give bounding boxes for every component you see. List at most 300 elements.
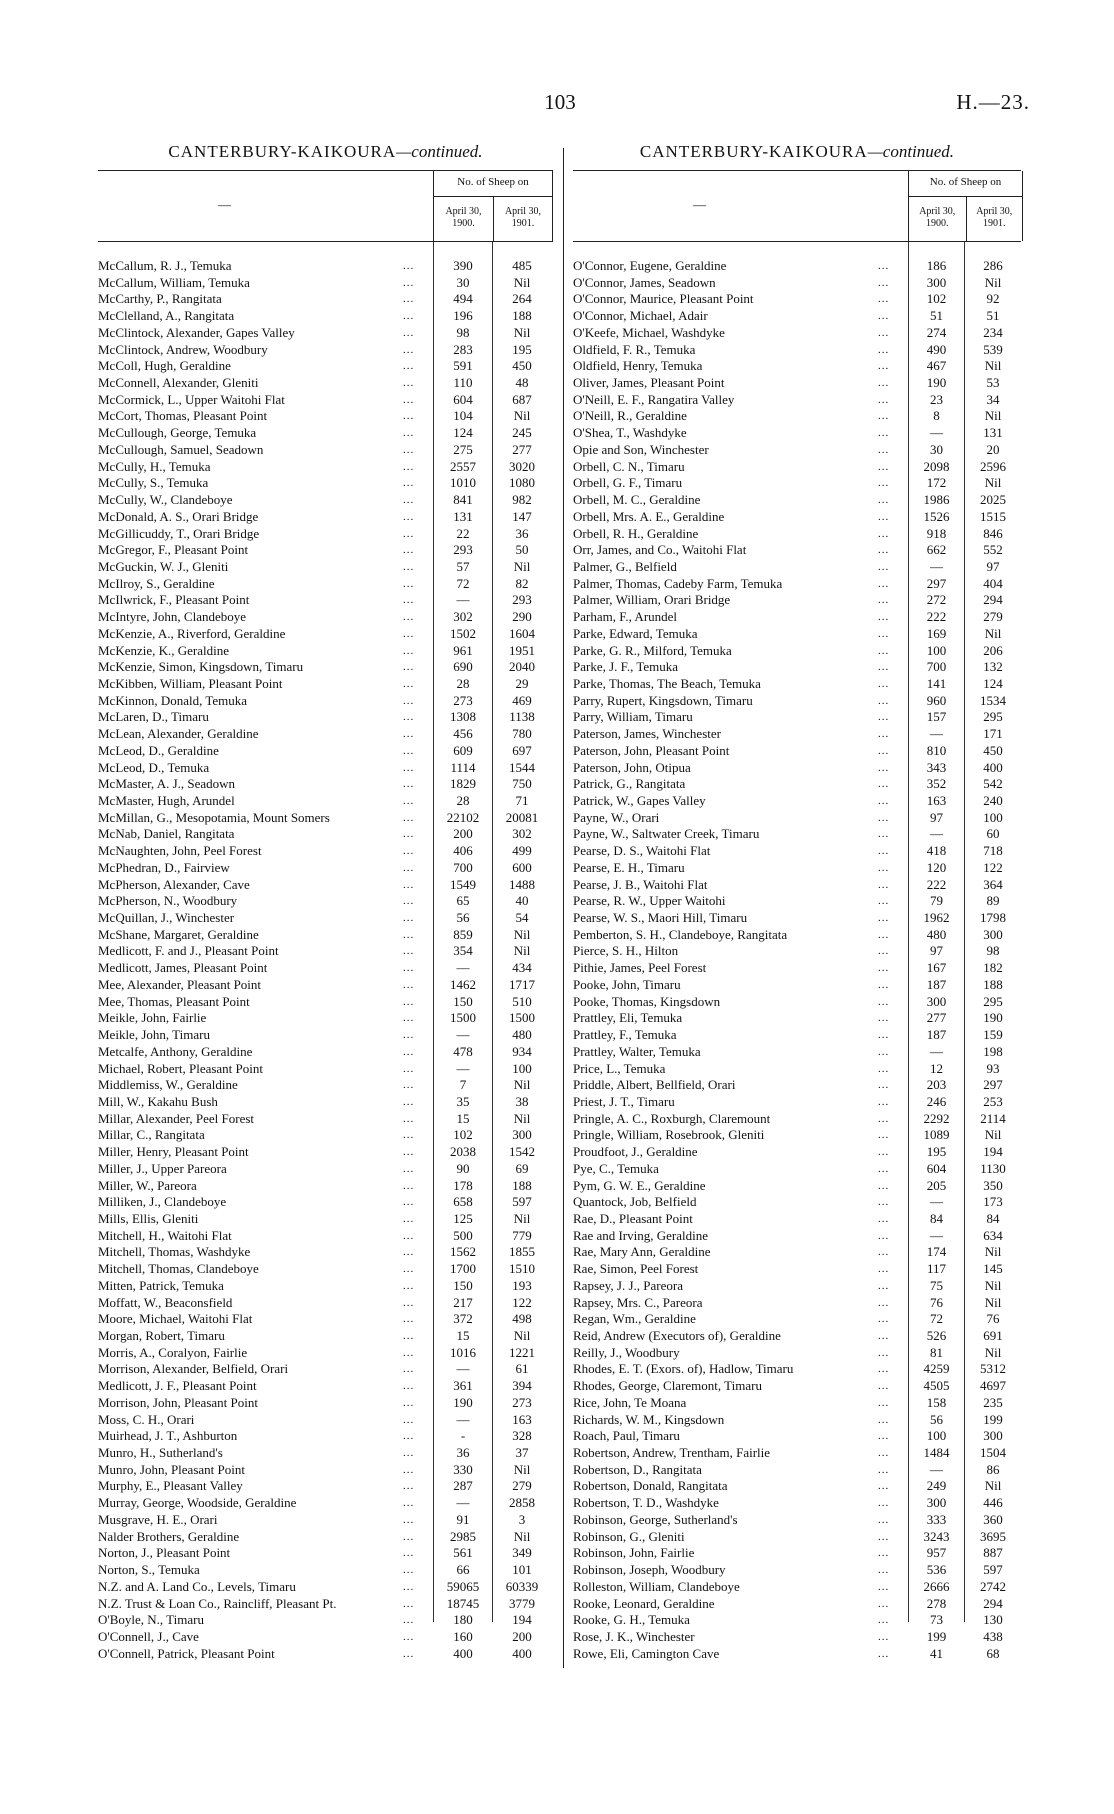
sheep-1901: 634: [983, 1227, 1003, 1243]
table-row: [573, 542, 1021, 559]
sheep-1900: 536: [926, 1562, 947, 1578]
sheep-1901: Nil: [513, 1210, 531, 1226]
sheep-1901: 279: [983, 609, 1003, 625]
leader-dots: ...: [403, 460, 415, 473]
sheep-1900: 343: [926, 759, 947, 775]
leader-dots: ...: [878, 945, 890, 958]
table-row: [573, 910, 1021, 927]
sheep-1900: 163: [926, 793, 947, 808]
owner-name: Milliken, J., Clandeboye: [98, 1194, 227, 1210]
sheep-1901: 364: [983, 876, 1003, 892]
owner-name: McLean, Alexander, Geraldine: [98, 726, 259, 742]
table-row: [98, 643, 553, 660]
owner-name: Pearse, D. S., Waitohi Flat: [573, 843, 711, 859]
leader-dots: ...: [403, 1614, 415, 1627]
leader-dots: ...: [403, 1146, 415, 1159]
owner-name: McPherson, Alexander, Cave: [98, 876, 250, 892]
table-row: [98, 1462, 553, 1479]
leader-dots: ...: [878, 711, 890, 724]
table-row: [98, 659, 553, 676]
sheep-1901: 194: [983, 1144, 1003, 1160]
leader-dots: ...: [878, 912, 890, 925]
sheep-1900: 199: [926, 1628, 947, 1644]
leader-dots: ...: [878, 560, 890, 573]
leader-dots: ...: [403, 778, 415, 791]
owner-name: McIntyre, John, Clandeboye: [98, 609, 247, 625]
sheep-1901: 253: [983, 1093, 1003, 1109]
sheep-1901: 3779: [509, 1595, 535, 1611]
leader-dots: ...: [878, 644, 890, 657]
owner-name: McPhedran, D., Fairview: [98, 859, 230, 875]
leader-dots: ...: [878, 1513, 890, 1526]
sheep-1901: Nil: [513, 1077, 531, 1093]
leader-dots: ...: [878, 260, 890, 272]
sheep-1901: 69: [515, 1160, 529, 1176]
sheep-1900: 73: [930, 1612, 943, 1628]
owner-name: McGuckin, W. J., Gleniti: [98, 558, 229, 574]
leader-dots: ...: [403, 443, 415, 456]
col-1901-year: 1901.: [983, 218, 1006, 229]
sheep-1901: 438: [983, 1628, 1003, 1644]
sheep-1900: 66: [456, 1562, 470, 1578]
sheep-1900: 158: [926, 1394, 947, 1410]
sheep-1901: Nil: [984, 1344, 1002, 1360]
table-row: [98, 1529, 553, 1546]
leader-dots: ...: [878, 1045, 890, 1058]
owner-name: Morgan, Robert, Timaru: [98, 1328, 225, 1343]
owner-name: O'Boyle, N., Timaru: [98, 1612, 204, 1628]
owner-name: N.Z. and A. Land Co., Levels, Timaru: [98, 1578, 296, 1594]
table-row: [98, 943, 553, 960]
owner-name: Rapsey, J. J., Pareora: [573, 1277, 683, 1293]
owner-name: Nalder Brothers, Geraldine: [98, 1528, 240, 1544]
sheep-count-label: No. of Sheep on: [434, 171, 552, 197]
sheep-1900: 28: [456, 793, 470, 808]
owner-name: McClelland, A., Rangitata: [98, 308, 235, 324]
table-row: [98, 526, 553, 543]
col-1901-date: April 30,: [976, 206, 1013, 217]
sheep-1900: —: [456, 1060, 470, 1076]
owner-name: McKenzie, Simon, Kingsdown, Timaru: [98, 659, 304, 675]
table-row: [98, 743, 553, 760]
leader-dots: ...: [403, 310, 415, 323]
sheep-1901: 84: [986, 1210, 1000, 1226]
sheep-1901: 1515: [980, 508, 1006, 524]
table-row: [98, 927, 553, 944]
sheep-1900: 28: [456, 675, 470, 691]
owner-name: McShane, Margaret, Geraldine: [98, 926, 259, 942]
owner-name: Mitchell, H., Waitohi Flat: [98, 1227, 232, 1243]
leader-dots: ...: [878, 377, 890, 390]
owner-name: Pye, C., Temuka: [573, 1160, 659, 1176]
leader-dots: ...: [403, 861, 415, 874]
col-1901-year: 1901.: [511, 218, 535, 229]
owner-name: Mill, W., Kakahu Bush: [98, 1093, 218, 1109]
owner-name: McKenzie, A., Riverford, Geraldine: [98, 625, 286, 641]
owner-name: Norton, J., Pleasant Point: [98, 1545, 231, 1561]
sheep-1901: 1510: [509, 1261, 535, 1277]
leader-dots: ...: [403, 1530, 415, 1543]
sheep-1901: 1855: [509, 1244, 535, 1260]
leader-dots: ...: [878, 1580, 890, 1593]
sheep-1901: 1080: [509, 475, 535, 491]
sheep-1901: 539: [983, 341, 1003, 357]
leader-dots: ...: [878, 1447, 890, 1460]
leader-dots: ...: [403, 1330, 415, 1342]
sheep-1900: 961: [453, 642, 473, 658]
table-row: [98, 1361, 553, 1378]
leader-dots: ...: [878, 1246, 890, 1259]
leader-dots: ...: [403, 427, 415, 440]
sheep-1900: 79: [930, 893, 943, 909]
sheep-1900: 300: [926, 274, 947, 290]
owner-name: McCormick, L., Upper Waitohi Flat: [98, 391, 285, 407]
owner-name: Rapsey, Mrs. C., Pareora: [573, 1294, 703, 1310]
sheep-1900: -: [460, 1428, 466, 1444]
sheep-1900: 203: [926, 1077, 947, 1093]
owner-name: Pooke, John, Timaru: [573, 976, 681, 992]
leader-dots: ...: [403, 1380, 415, 1393]
owner-name: Parry, William, Timaru: [573, 709, 693, 725]
leader-dots: ...: [403, 1547, 415, 1560]
sheep-1900: 418: [926, 843, 947, 859]
owner-name: Orbell, M. C., Geraldine: [573, 492, 701, 508]
owner-name: McLaren, D., Timaru: [98, 709, 209, 725]
leader-dots: ...: [403, 761, 415, 774]
leader-dots: ...: [403, 577, 415, 590]
leader-dots: ...: [878, 494, 890, 507]
table-row: [98, 1261, 553, 1278]
sheep-1900: 124: [453, 425, 473, 441]
table-row: [573, 826, 1021, 843]
sheep-1901: 350: [983, 1177, 1003, 1193]
sheep-1901: 122: [983, 859, 1003, 875]
table-row: [573, 1478, 1021, 1495]
leader-dots: ...: [403, 510, 415, 523]
sheep-1900: 918: [926, 525, 947, 541]
owner-name: McMaster, Hugh, Arundel: [98, 793, 235, 808]
sheep-1900: 561: [453, 1545, 473, 1561]
name-column-header: —: [693, 197, 706, 212]
sheep-1901: 542: [983, 776, 1003, 792]
sheep-1901: 1130: [980, 1160, 1006, 1176]
leader-dots: ...: [403, 1296, 415, 1309]
sheep-1900: 51: [930, 308, 943, 324]
sheep-1901: 552: [983, 542, 1003, 558]
owner-name: Oldfield, F. R., Temuka: [573, 341, 696, 357]
sheep-1900: 354: [453, 943, 473, 959]
sheep-1900: 100: [926, 1428, 947, 1444]
leader-dots: ...: [878, 1263, 890, 1276]
table-row: [573, 1495, 1021, 1512]
leader-dots: ...: [403, 293, 415, 306]
owner-name: Rowe, Eli, Camington Cave: [573, 1645, 720, 1661]
sheep-1900: 30: [456, 274, 470, 290]
sheep-1901: 295: [983, 993, 1003, 1009]
owner-name: Rae and Irving, Geraldine: [573, 1227, 709, 1243]
col-1900-date: April 30,: [445, 206, 482, 217]
sheep-1901: 485: [512, 258, 532, 273]
owner-name: Paterson, John, Otipua: [573, 759, 691, 775]
table-row: [573, 592, 1021, 609]
leader-dots: ...: [403, 1029, 415, 1042]
table-row: [573, 1161, 1021, 1178]
owner-name: Rolleston, William, Clandeboye: [573, 1578, 740, 1594]
table-row: [98, 509, 553, 526]
owner-name: Orbell, G. F., Timaru: [573, 475, 683, 491]
table-row: [573, 459, 1021, 476]
page-number: 103: [544, 90, 576, 114]
table-row: [98, 1077, 553, 1094]
sheep-1900: 22: [456, 525, 470, 541]
table-row: [98, 1161, 553, 1178]
leader-dots: ...: [878, 861, 890, 874]
leader-dots: ...: [878, 1597, 890, 1610]
sheep-1901: 60339: [505, 1578, 539, 1594]
leader-dots: ...: [878, 594, 890, 607]
leader-dots: ...: [878, 1380, 890, 1393]
table-row: [573, 291, 1021, 308]
sheep-1900: 400: [453, 1645, 473, 1661]
table-row: [573, 342, 1021, 359]
sheep-1901: 163: [512, 1411, 532, 1427]
sheep-1901: 510: [512, 993, 532, 1009]
sheep-1901: 48: [515, 375, 529, 391]
sheep-1901: 499: [512, 843, 532, 859]
owner-name: McCarthy, P., Rangitata: [98, 291, 222, 307]
sheep-1901: 1504: [980, 1445, 1006, 1461]
sheep-1901: 300: [512, 1127, 532, 1143]
sheep-1901: 198: [983, 1043, 1003, 1059]
table-row: [573, 1562, 1021, 1579]
table-row: [98, 910, 553, 927]
owner-name: Miller, Henry, Pleasant Point: [98, 1144, 249, 1160]
owner-name: Reilly, J., Woodbury: [573, 1344, 680, 1360]
owner-name: McCort, Thomas, Pleasant Point: [98, 408, 268, 424]
table-row: [573, 1010, 1021, 1027]
table-row: [98, 1211, 553, 1228]
leader-dots: ...: [403, 795, 415, 807]
sheep-1900: 275: [453, 441, 473, 457]
leader-dots: ...: [403, 360, 415, 373]
sheep-1901: 188: [983, 976, 1003, 992]
table-row: [98, 408, 553, 425]
sheep-1901: 235: [983, 1394, 1003, 1410]
table-row: [98, 1027, 553, 1044]
leader-dots: ...: [878, 728, 890, 741]
sheep-1901: 1534: [980, 692, 1006, 708]
owner-name: Rae, Mary Ann, Geraldine: [573, 1244, 711, 1260]
leader-dots: ...: [878, 1313, 890, 1326]
sheep-1900: 22102: [446, 809, 480, 825]
owner-name: McCully, S., Temuka: [98, 475, 209, 491]
leader-dots: ...: [403, 393, 415, 406]
leader-dots: ...: [878, 878, 890, 891]
table-row: [573, 609, 1021, 626]
table-row: [573, 1244, 1021, 1261]
leader-dots: ...: [403, 1045, 415, 1058]
leader-dots: ...: [878, 1413, 890, 1426]
leader-dots: ...: [403, 560, 415, 573]
owner-name: O'Connor, Eugene, Geraldine: [573, 258, 727, 273]
sheep-1900: 104: [453, 408, 473, 424]
leader-dots: ...: [403, 1480, 415, 1493]
sheep-1901: 82: [515, 575, 529, 591]
table-row: [98, 994, 553, 1011]
leader-dots: ...: [403, 1396, 415, 1409]
sheep-1901: 130: [983, 1612, 1003, 1628]
sheep-1900: 7: [459, 1077, 467, 1093]
owner-name: McLeod, D., Temuka: [98, 759, 210, 775]
owner-name: Rae, Simon, Peel Forest: [573, 1261, 699, 1277]
sheep-1900: 662: [926, 542, 947, 558]
leader-dots: ...: [403, 1129, 415, 1142]
leader-dots: ...: [878, 1212, 890, 1225]
owner-name: Robinson, George, Sutherland's: [573, 1511, 738, 1527]
sheep-1900: 187: [926, 1027, 947, 1043]
sheep-1900: 30: [930, 441, 943, 457]
sheep-1901: 122: [512, 1294, 532, 1310]
leader-dots: ...: [878, 1463, 890, 1476]
owner-name: Miller, W., Pareora: [98, 1177, 197, 1193]
sheep-1901: 300: [983, 1428, 1003, 1444]
leader-dots: ...: [403, 677, 415, 690]
sheep-1900: —: [930, 425, 943, 441]
owner-name: McDonald, A. S., Orari Bridge: [98, 508, 259, 524]
sheep-1901: 718: [983, 843, 1003, 859]
sheep-1901: 400: [512, 1645, 532, 1661]
table-row: [98, 1596, 553, 1613]
sheep-1901: Nil: [513, 274, 531, 290]
table-row: [98, 559, 553, 576]
table-row: [98, 576, 553, 593]
sheep-1901: Nil: [513, 1528, 531, 1544]
owner-name: Morris, A., Coralyon, Fairlie: [98, 1344, 248, 1360]
table-row: [98, 258, 553, 275]
sheep-1900: 1016: [450, 1344, 476, 1360]
table-row: [98, 826, 553, 843]
leader-dots: ...: [878, 1129, 890, 1142]
col-1900-date: April 30,: [919, 206, 956, 217]
col-1901-date: April 30,: [504, 206, 542, 217]
sheep-1900: 352: [926, 776, 947, 792]
leader-dots: ...: [878, 393, 890, 406]
sheep-1900: 131: [453, 508, 473, 524]
owner-name: McIlwrick, F., Pleasant Point: [98, 592, 250, 608]
owner-name: Quantock, Job, Belfield: [573, 1194, 697, 1210]
table-row: [573, 776, 1021, 793]
leader-dots: ...: [403, 611, 415, 624]
sheep-1900: —: [930, 1194, 943, 1210]
sheep-1901: Nil: [984, 625, 1002, 641]
owner-name: Norton, S., Temuka: [98, 1562, 200, 1578]
sheep-1901: Nil: [984, 475, 1002, 491]
owner-name: N.Z. Trust & Loan Co., Raincliff, Pleasant Pt.: [98, 1595, 337, 1611]
table-row: [98, 1127, 553, 1144]
owner-name: Moffatt, W., Beaconsfield: [98, 1294, 233, 1310]
table-row: [573, 760, 1021, 777]
leader-dots: ...: [403, 1430, 415, 1443]
table-row: [573, 526, 1021, 543]
sheep-1900: 150: [453, 993, 473, 1009]
table-row: [573, 743, 1021, 760]
table-row: [573, 1311, 1021, 1328]
sheep-1900: 110: [453, 375, 473, 391]
sheep-1900: 4505: [923, 1378, 950, 1394]
owner-name: Pithie, James, Peel Forest: [573, 960, 707, 976]
sheep-1901: 38: [515, 1093, 529, 1109]
sheep-1901: 780: [512, 726, 532, 742]
sheep-1901: 199: [983, 1411, 1003, 1427]
table-row: [573, 693, 1021, 710]
table-row: [98, 1094, 553, 1111]
leader-dots: ...: [403, 711, 415, 724]
leader-dots: ...: [878, 928, 890, 941]
owner-name: Medlicott, J. F., Pleasant Point: [98, 1378, 257, 1394]
table-row: [573, 1428, 1021, 1445]
sheep-1900: 41: [930, 1645, 943, 1661]
table-row: [98, 843, 553, 860]
owner-name: Mitchell, Thomas, Washdyke: [98, 1244, 251, 1260]
sheep-1900: 690: [453, 659, 473, 675]
owner-name: Musgrave, H. E., Orari: [98, 1511, 218, 1527]
owner-name: Pearse, W. S., Maori Hill, Timaru: [573, 910, 748, 926]
sheep-1900: 300: [926, 1495, 947, 1511]
sheep-1900: 490: [926, 341, 947, 357]
sheep-1900: 190: [926, 375, 947, 391]
owner-name: McGillicuddy, T., Orari Bridge: [98, 525, 260, 541]
leader-dots: ...: [403, 627, 415, 640]
sheep-1900: 658: [453, 1194, 473, 1210]
leader-dots: ...: [403, 1229, 415, 1242]
owner-name: Mee, Alexander, Pleasant Point: [98, 976, 262, 992]
leader-dots: ...: [403, 644, 415, 657]
sheep-1900: 330: [453, 1461, 473, 1477]
table-row: [98, 592, 553, 609]
sheep-1900: —: [456, 960, 470, 976]
leader-dots: ...: [403, 694, 415, 707]
leader-dots: ...: [403, 494, 415, 507]
sheep-1900: 57: [456, 558, 470, 574]
sheep-1900: 1962: [923, 910, 950, 926]
sheep-1900: 361: [453, 1378, 473, 1394]
section-title-right: [573, 142, 1021, 162]
sheep-1900: 117: [926, 1261, 947, 1277]
sheep-1900: 75: [930, 1277, 943, 1293]
table-row: [573, 1328, 1021, 1345]
sheep-1900: 526: [926, 1328, 947, 1343]
sheep-1900: 2098: [923, 458, 950, 474]
sheep-1900: 1010: [450, 475, 476, 491]
table-row: [573, 1445, 1021, 1462]
sheep-1900: 333: [926, 1511, 947, 1527]
sheep-1901: 400: [983, 759, 1003, 775]
owner-name: Rice, John, Te Moana: [573, 1394, 687, 1410]
owner-name: Pierce, S. H., Hilton: [573, 943, 679, 959]
sheep-1900: 467: [926, 358, 947, 374]
sheep-1900: 841: [453, 492, 473, 508]
table-row: [98, 1378, 553, 1395]
leader-dots: ...: [403, 1580, 415, 1593]
document-code: H.—23.: [956, 90, 1030, 114]
table-row: [573, 843, 1021, 860]
sheep-1901: 264: [512, 291, 532, 307]
leader-dots: ...: [403, 1447, 415, 1460]
leader-dots: ...: [403, 1196, 415, 1209]
sheep-1900: 609: [453, 742, 473, 758]
sheep-1901: 2596: [980, 458, 1006, 474]
sheep-1900: 59065: [446, 1578, 480, 1594]
